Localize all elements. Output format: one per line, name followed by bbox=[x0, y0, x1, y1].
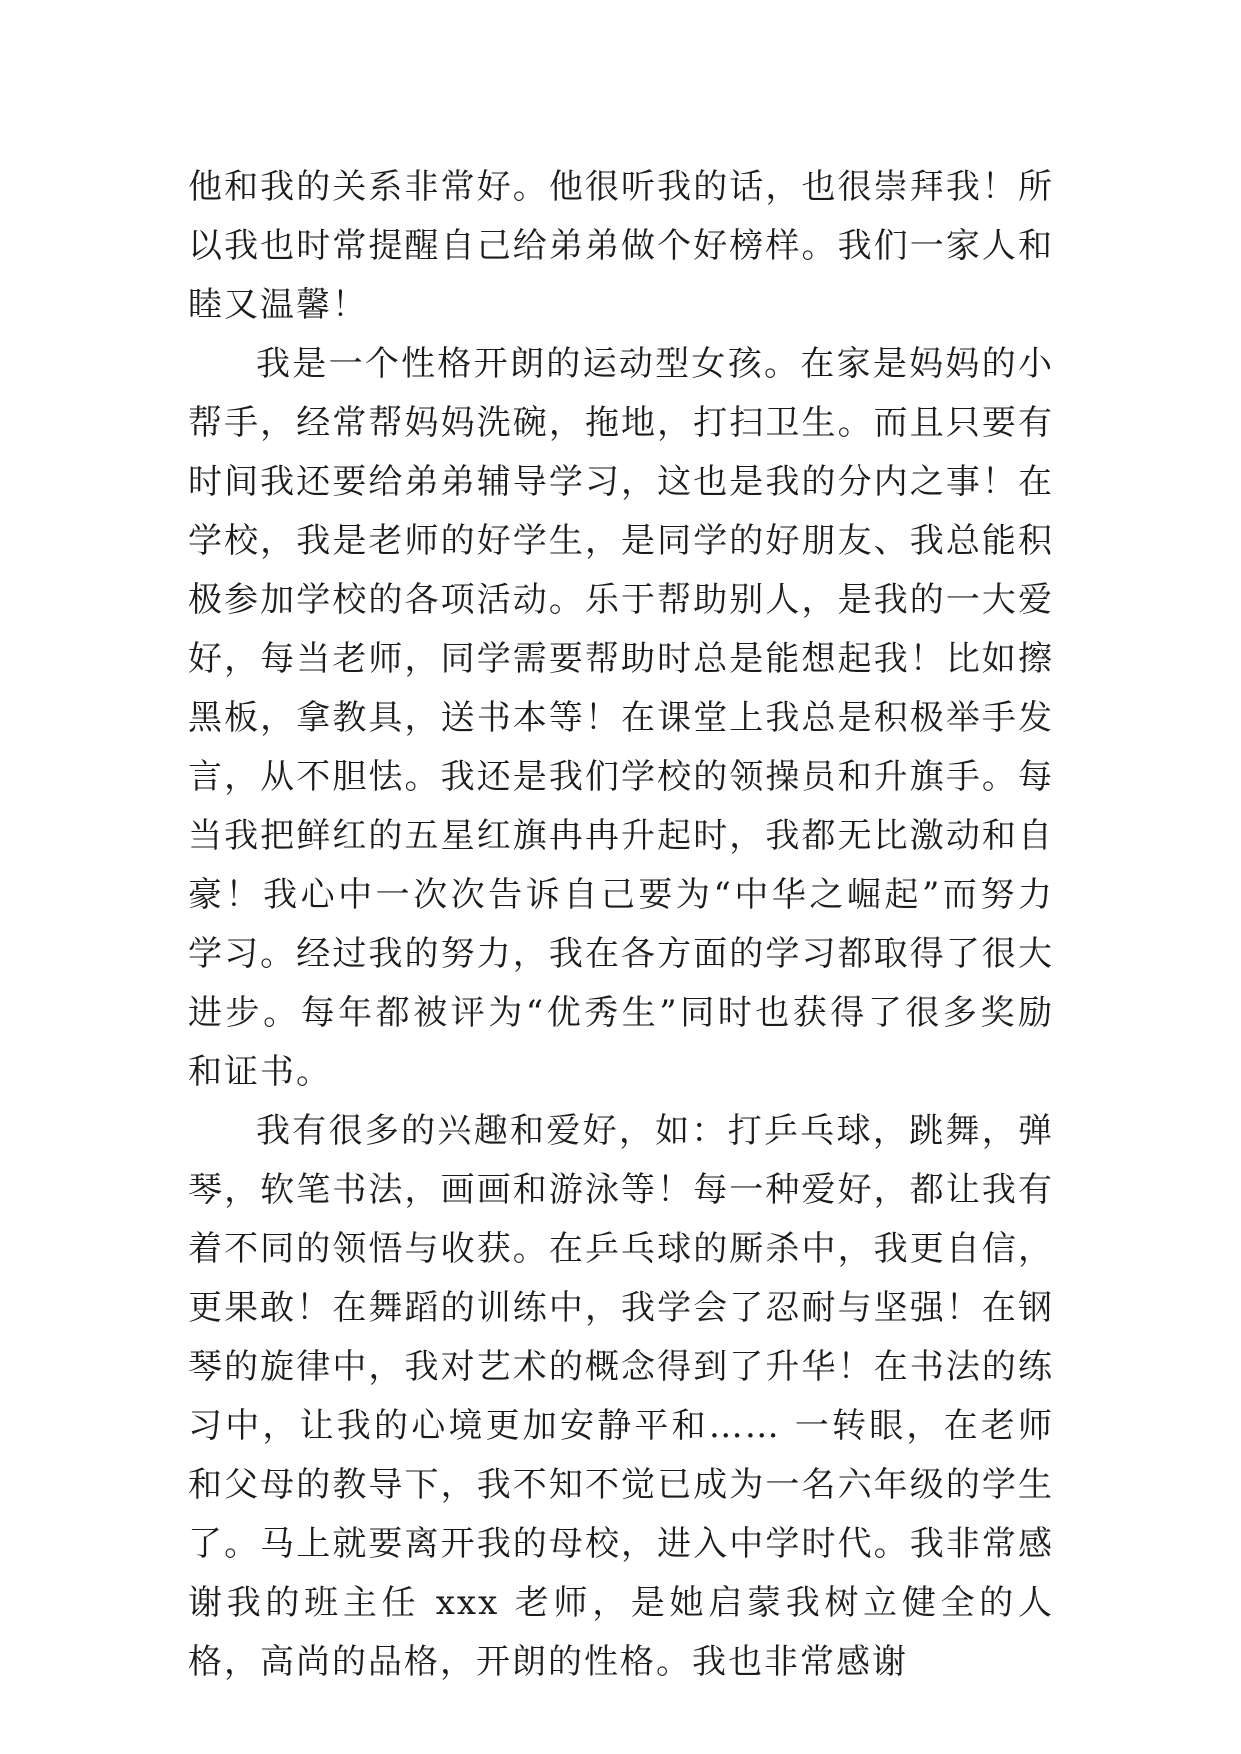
paragraph-3: 我有很多的兴趣和爱好，如：打乒乓球，跳舞，弹琴，软笔书法，画画和游泳等！每一种爱好，都让我有着不同的领悟与收获。在乒乓球的厮杀中，我更自信，更果敢！在舞蹈的训练中，我学会了忍耐与坚强！在钢琴的旋律中，我对艺术的概念得到了升华！在书法的练习中，让我的心境更加安静平和…… 一转眼，在老师和父母的教导下，我不知不觉已成为一名六年级的学生了。马上就要离开我的母校，进入中学时代。我非常感谢我的班主任 xxx 老师，是她启蒙我树立健全的人格，高尚的品格，开朗的性格。我也非常感谢 bbox=[188, 1111, 1054, 1682]
paragraph-1: 他和我的关系非常好。他很听我的话，也很崇拜我！所以我也时常提醒自己给弟弟做个好榜样。我们一家人和睦又温馨！ bbox=[188, 167, 1054, 325]
document-body bbox=[188, 158, 1054, 1692]
paragraph-2: 我是一个性格开朗的运动型女孩。在家是妈妈的小帮手，经常帮妈妈洗碗，拖地，打扫卫生。而且只要有时间我还要给弟弟辅导学习，这也是我的分内之事！在学校，我是老师的好学生，是同学的好朋友、我总能积极参加学校的各项活动。乐于帮助别人，是我的一大爱好，每当老师，同学需要帮助时总是能想起我！比如擦黑板，拿教具，送书本等！在课堂上我总是积极举手发言，从不胆怯。我还是我们学校的领操员和升旗手。每当我把鲜红的五星红旗冉冉升起时，我都无比激动和自豪！我心中一次次告诉自己要为“中华之崛起”而努力学习。经过我的努力，我在各方面的学习都取得了很大进步。每年都被评为“优秀生”同时也获得了很多奖励和证书。 bbox=[188, 344, 1054, 1092]
